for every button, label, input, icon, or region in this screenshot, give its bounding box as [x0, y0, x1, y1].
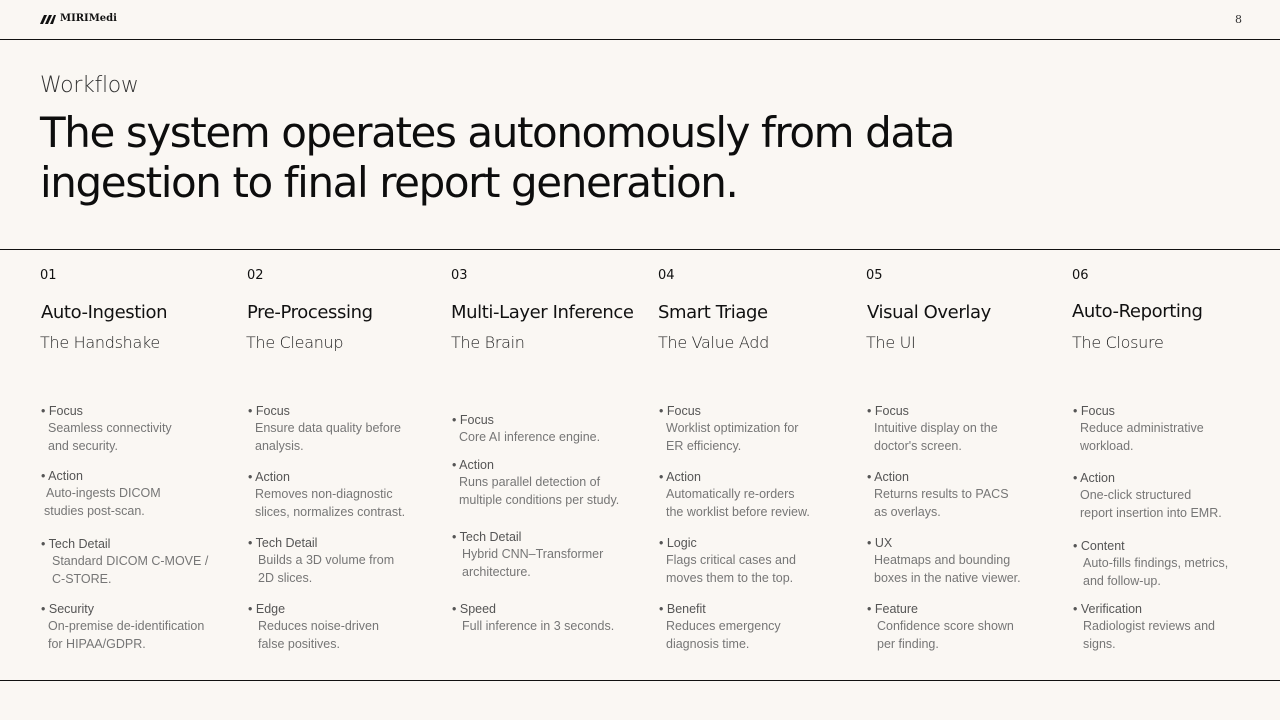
- detail-text: Reduce administrative workload.: [1080, 421, 1204, 453]
- step-detail-edge: [248, 601, 448, 653]
- detail-label: • Tech Detail: [452, 529, 652, 545]
- headline-line-1: The system operates autonomously from data: [40, 108, 955, 157]
- brand-name: MIRIMedi: [60, 12, 117, 24]
- detail-text: Flags critical cases and moves them to the top.: [666, 553, 796, 585]
- step-detail-content: [1073, 538, 1273, 590]
- workflow-step-1: [40, 268, 240, 668]
- top-bar: [0, 0, 1280, 40]
- detail-label: • Action: [248, 469, 448, 485]
- workflow-step-6: [1072, 268, 1272, 668]
- step-detail-focus: [867, 403, 1067, 455]
- step-detail-action: [1073, 470, 1273, 522]
- workflow-step-4: [658, 268, 858, 668]
- detail-text: Confidence score shown per finding.: [877, 619, 1014, 651]
- detail-text: Builds a 3D volume from 2D slices.: [258, 553, 395, 585]
- detail-label: • Tech Detail: [248, 535, 448, 551]
- detail-text: Hybrid CNN–Transformer architecture.: [462, 547, 604, 579]
- step-detail-focus: [1073, 403, 1273, 455]
- workflow-step-3: [451, 268, 651, 668]
- detail-text: Standard DICOM C-MOVE / C-STORE.: [52, 554, 209, 586]
- detail-text: Ensure data quality before analysis.: [255, 421, 401, 453]
- detail-label: • Content: [1073, 538, 1273, 554]
- detail-label: • Action: [1073, 470, 1273, 486]
- step-title: Visual Overlay: [867, 302, 991, 323]
- detail-label: • Focus: [41, 403, 241, 419]
- step-detail-focus: [41, 403, 241, 455]
- divider-top: [0, 249, 1280, 250]
- step-number: 06: [1072, 268, 1089, 283]
- detail-text: Core AI inference engine.: [459, 430, 601, 444]
- step-detail-action: [41, 468, 241, 520]
- step-detail-action: [659, 469, 859, 521]
- detail-label: • Feature: [867, 601, 1067, 617]
- detail-label: • Logic: [659, 535, 859, 551]
- step-detail-logic: [659, 535, 859, 587]
- step-detail-benefit: [659, 601, 859, 653]
- detail-label: • Action: [452, 457, 652, 473]
- detail-text: Seamless connectivity and security.: [48, 421, 172, 453]
- step-number: 05: [866, 268, 883, 283]
- step-detail-focus: [659, 403, 859, 455]
- workflow-step-2: [247, 268, 447, 668]
- detail-label: • Focus: [248, 403, 448, 419]
- step-title: Pre-Processing: [247, 302, 373, 323]
- step-title: Auto-Ingestion: [41, 302, 168, 323]
- detail-label: • Benefit: [659, 601, 859, 617]
- step-number: 04: [658, 268, 675, 283]
- step-detail-security: [41, 601, 241, 653]
- step-detail-tech: [41, 536, 241, 588]
- step-number: 01: [40, 268, 57, 283]
- step-number: 02: [247, 268, 264, 283]
- detail-text: Reduces noise-driven false positives.: [258, 619, 379, 651]
- detail-text: Auto-fills findings, metrics, and follow-up.: [1083, 556, 1229, 588]
- detail-label: • UX: [867, 535, 1067, 551]
- step-subtitle: The UI: [866, 333, 916, 352]
- detail-label: • Focus: [452, 412, 652, 428]
- step-detail-action: [248, 469, 448, 521]
- detail-text: Reduces emergency diagnosis time.: [666, 619, 781, 651]
- detail-label: • Action: [41, 468, 241, 484]
- brand-mark-icon: [40, 12, 56, 24]
- detail-label: • Action: [867, 469, 1067, 485]
- detail-label: • Focus: [1073, 403, 1273, 419]
- detail-text: One-click structured report insertion into EMR.: [1080, 488, 1222, 520]
- detail-text: Heatmaps and bounding boxes in the native viewer.: [874, 553, 1021, 585]
- brand-logo: [40, 12, 117, 24]
- detail-label: • Focus: [867, 403, 1067, 419]
- step-subtitle: The Value Add: [658, 333, 769, 352]
- detail-text: Intuitive display on the doctor's screen.: [874, 421, 998, 453]
- detail-label: • Edge: [248, 601, 448, 617]
- workflow-step-5: [866, 268, 1066, 668]
- detail-text: Runs parallel detection of multiple conditions per study.: [459, 475, 620, 507]
- step-subtitle: The Brain: [451, 333, 525, 352]
- detail-text: Returns results to PACS as overlays.: [874, 487, 1009, 519]
- step-title: Auto-Reporting: [1072, 301, 1203, 322]
- step-detail-action: [867, 469, 1067, 521]
- step-title: Multi-Layer Inference: [451, 302, 634, 323]
- step-detail-tech: [248, 535, 448, 587]
- page-number: 8: [1235, 13, 1242, 26]
- step-detail-tech: [452, 529, 652, 581]
- divider-bottom: [0, 680, 1280, 681]
- section-eyebrow: Workflow: [40, 73, 139, 98]
- detail-text: Automatically re-orders the worklist before review.: [666, 487, 810, 519]
- detail-text: Auto-ingests DICOM studies post-scan.: [44, 486, 161, 518]
- detail-label: • Tech Detail: [41, 536, 241, 552]
- step-detail-focus: [248, 403, 448, 455]
- page-headline: [40, 108, 980, 208]
- step-detail-ux: [867, 535, 1067, 587]
- detail-label: • Security: [41, 601, 241, 617]
- detail-text: Worklist optimization for ER efficiency.: [666, 421, 799, 453]
- detail-text: Full inference in 3 seconds.: [462, 619, 615, 633]
- step-detail-focus: [452, 412, 652, 447]
- step-subtitle: The Handshake: [40, 333, 160, 352]
- step-number: 03: [451, 268, 468, 283]
- detail-label: • Action: [659, 469, 859, 485]
- step-detail-action: [452, 457, 652, 509]
- detail-text: On-premise de-identification for HIPAA/GDPR.: [48, 619, 205, 651]
- step-subtitle: The Cleanup: [246, 333, 344, 352]
- step-detail-feature: [867, 601, 1067, 653]
- detail-text: Removes non-diagnostic slices, normalizes contrast.: [255, 487, 406, 519]
- detail-text: Radiologist reviews and signs.: [1083, 619, 1216, 651]
- step-detail-verification: [1073, 601, 1273, 653]
- step-detail-speed: [452, 601, 652, 636]
- step-title: Smart Triage: [658, 302, 768, 323]
- detail-label: • Speed: [452, 601, 652, 617]
- headline-line-2: ingestion to final report generation.: [40, 158, 738, 207]
- detail-label: • Verification: [1073, 601, 1273, 617]
- detail-label: • Focus: [659, 403, 859, 419]
- step-subtitle: The Closure: [1072, 333, 1164, 352]
